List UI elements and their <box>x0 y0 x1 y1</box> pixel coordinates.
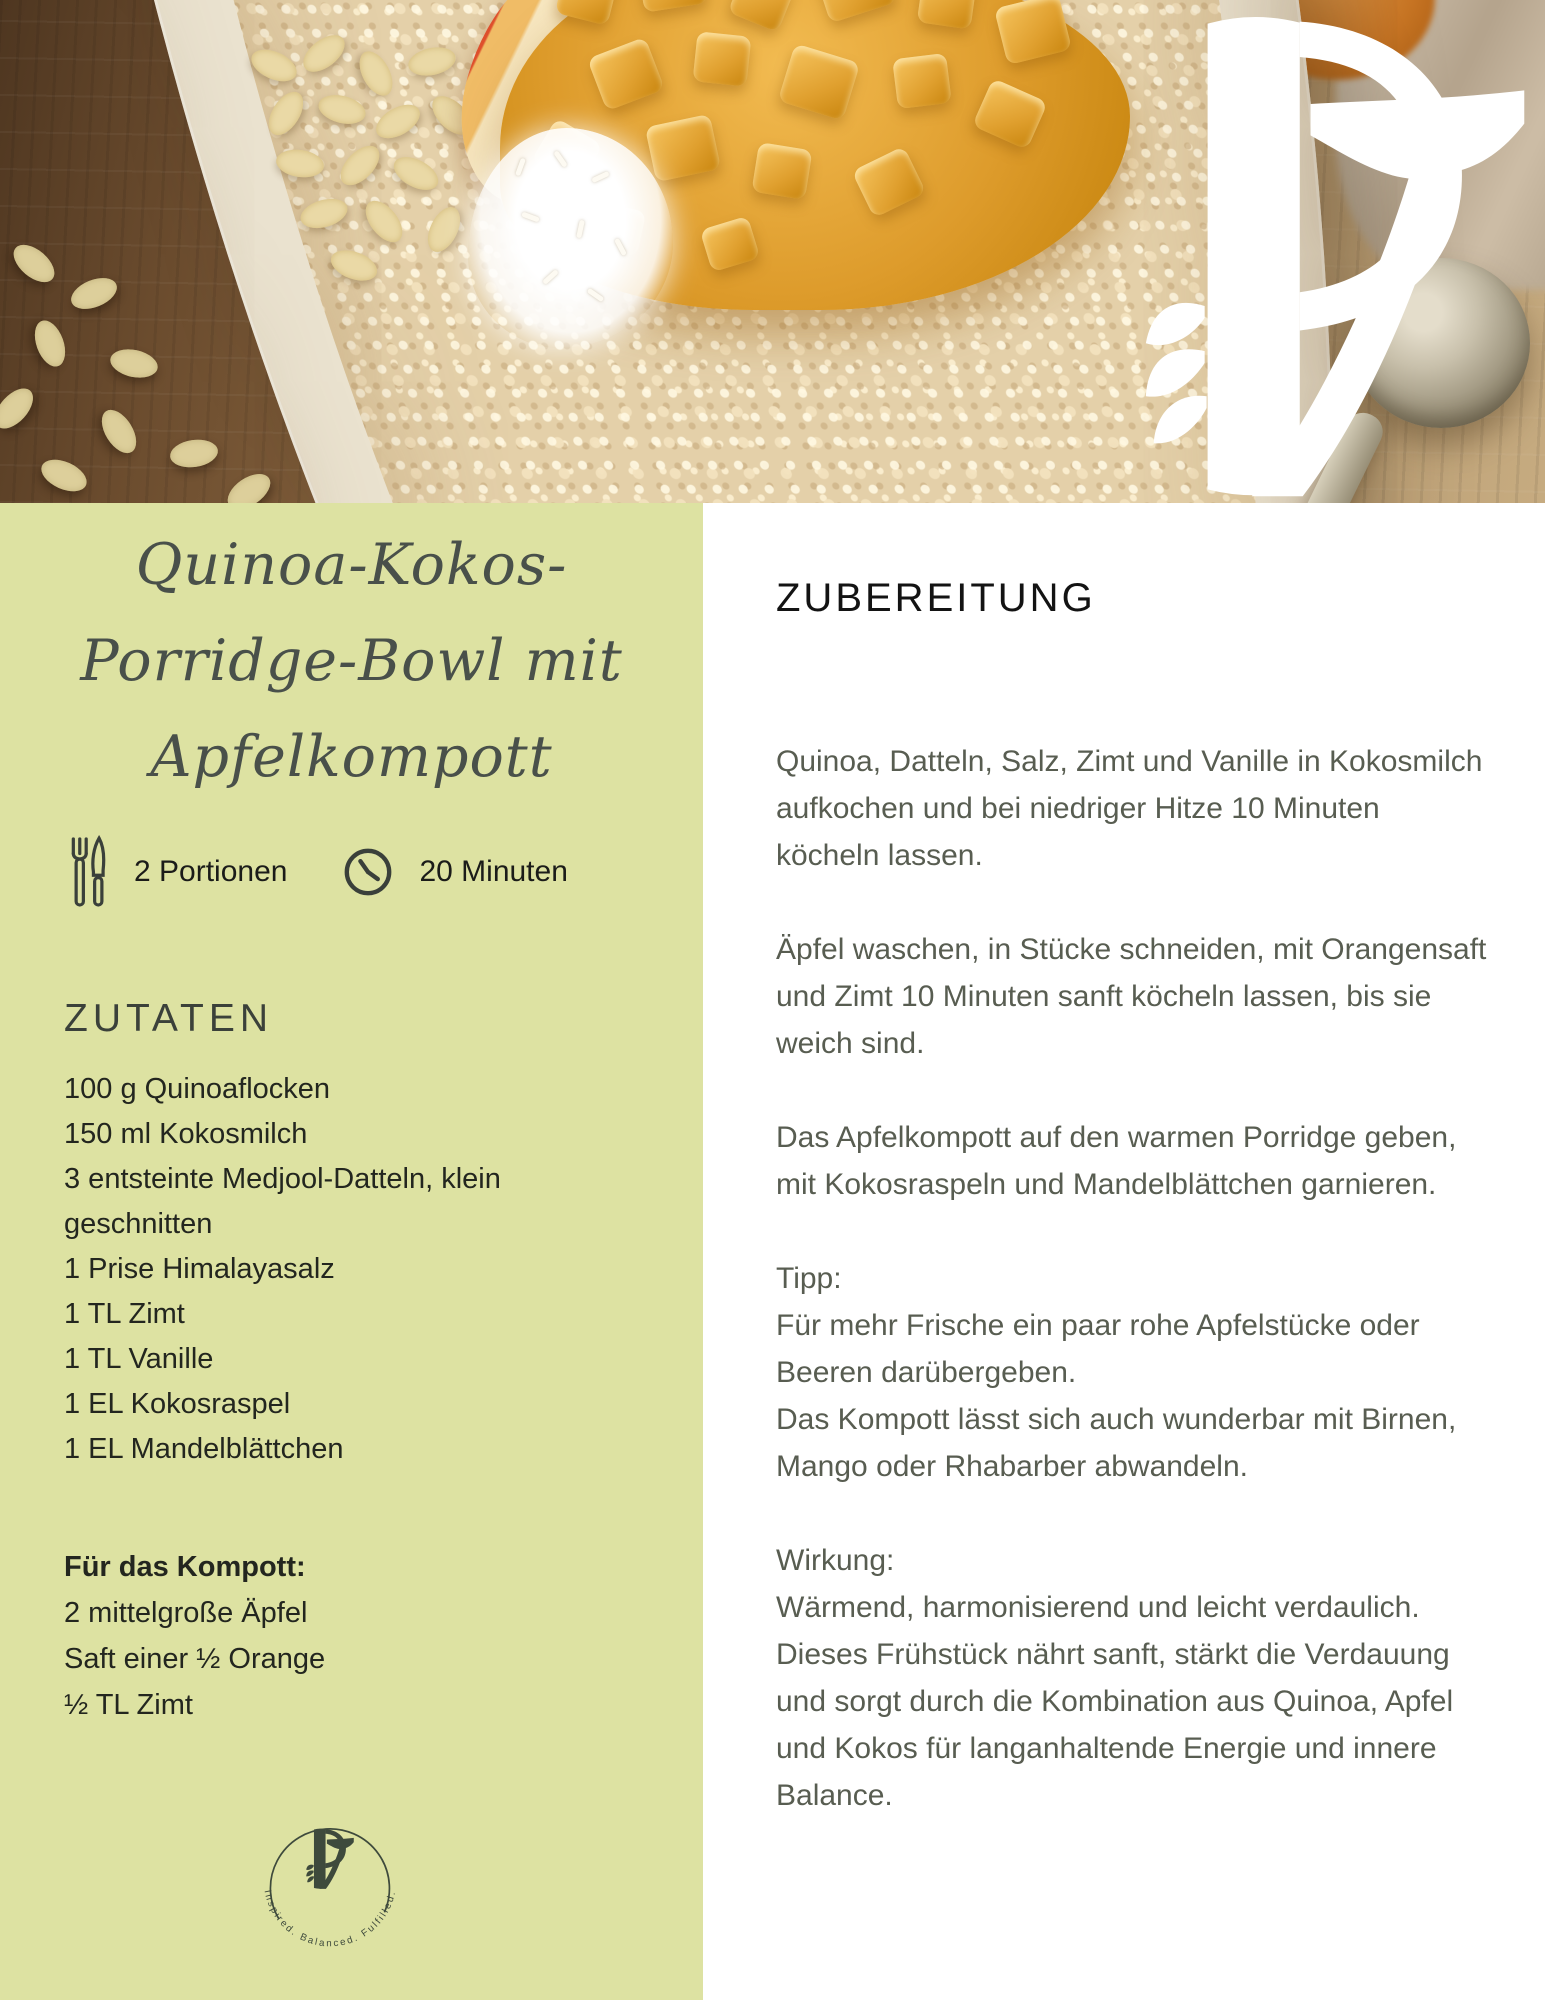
brand-badge <box>245 1795 415 1965</box>
recipe-title-line: Porridge-Bowl mit <box>80 628 623 694</box>
ingredient-item: 1 EL Mandelblättchen <box>64 1433 344 1465</box>
ingredient-item: 150 ml Kokosmilch <box>64 1118 308 1150</box>
ingredient-item: 1 TL Zimt <box>64 1298 185 1330</box>
servings-label: 2 Portionen <box>134 855 288 888</box>
effect-label: Wirkung: <box>776 1544 895 1577</box>
sidebar <box>0 503 703 2000</box>
brand-logo-icon <box>1142 6 1534 503</box>
instruction-step: Das Apfelkompott auf den warmen Porridge geben, mit Kokosraspeln und Mandelblättchen garnieren. <box>776 1121 1457 1201</box>
ingredient-item: 3 entsteinte Medjool-Datteln, klein geschnitten <box>64 1163 501 1240</box>
kompott-heading: Für das Kompott: <box>64 1551 306 1583</box>
instructions-column <box>703 503 1545 2000</box>
tip-text: Das Kompott lässt sich auch wunderbar mit Birnen, Mango oder Rhabarber abwandeln. <box>776 1403 1457 1483</box>
tip-section <box>776 1255 1491 1490</box>
tip-label: Tipp: <box>776 1262 842 1295</box>
ingredients-heading: ZUTATEN <box>64 997 274 1040</box>
instructions-heading: ZUBEREITUNG <box>776 576 1096 620</box>
effect-text: Dieses Frühstück nährt sanft, stärkt die Verdauung und sorgt durch die Kombination aus Quinoa, Apfel und Kokos für langanhaltende Energie und innere Balance. <box>776 1638 1454 1812</box>
instruction-step: Äpfel waschen, in Stücke schneiden, mit Orangensaft und Zimt 10 Minuten sanft köcheln lassen, bis sie weich sind. <box>776 933 1487 1060</box>
svg-text:Inspired. Balanced. Fulfilled. <box>262 1889 399 1949</box>
ingredients-list <box>64 1067 544 1472</box>
ingredient-item: 1 TL Vanille <box>64 1343 214 1375</box>
recipe-title-line: Apfelkompott <box>150 724 553 790</box>
recipe-title-line: Quinoa-Kokos- <box>135 532 568 598</box>
time-label: 20 Minuten <box>419 855 568 888</box>
tip-text: Für mehr Frische ein paar rohe Apfelstücke oder Beeren darübergeben. <box>776 1309 1420 1389</box>
kompott-item: ½ TL Zimt <box>64 1689 193 1721</box>
brand-tagline: Inspired. Balanced. Fulfilled. <box>261 1889 399 1950</box>
ingredient-item: 1 Prise Himalayasalz <box>64 1253 335 1285</box>
recipe-meta <box>66 835 703 909</box>
cutlery-icon <box>66 835 108 909</box>
kompott-item: 2 mittelgroße Äpfel <box>64 1597 308 1629</box>
kompott-item: Saft einer ½ Orange <box>64 1643 326 1675</box>
hero-photo <box>0 0 1545 503</box>
ingredient-item: 100 g Quinoaflocken <box>64 1073 331 1105</box>
ingredient-item: 1 EL Kokosraspel <box>64 1388 291 1420</box>
recipe-title <box>0 517 703 805</box>
effect-section <box>776 1537 1491 1819</box>
kompott-section <box>64 1544 544 1728</box>
effect-text: Wärmend, harmonisierend und leicht verdaulich. <box>776 1591 1420 1624</box>
clock-icon <box>343 847 393 897</box>
instruction-step: Quinoa, Datteln, Salz, Zimt und Vanille in Kokosmilch aufkochen und bei niedriger Hitze 10 Minuten köcheln lassen. <box>776 745 1483 872</box>
